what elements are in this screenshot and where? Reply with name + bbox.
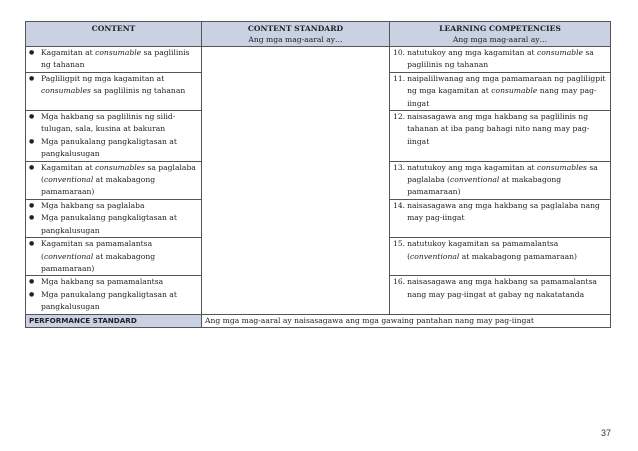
header-content [26, 22, 202, 47]
header-row [26, 22, 611, 47]
content-bullet: ● Mga panukalang pangkaligtasan at pangkalusugan [29, 212, 198, 237]
curriculum-table [25, 21, 611, 328]
competency-cell [390, 238, 611, 276]
competency-text: natutukoy ang mga kagamitan at consumables sa paglalaba (conventional at makabagong pamamaraan) [407, 162, 598, 197]
content-bullet: ● Kagamitan sa pamamalantsa (conventional at makabagong pamamaraan) [29, 238, 198, 275]
competency-number: 11. [393, 73, 406, 83]
header-learning-competencies-sub: Ang mga mag-aaral ay… [452, 35, 548, 44]
competency-number: 12. [393, 112, 406, 122]
competency-cell [390, 199, 611, 237]
content-cell [26, 111, 202, 162]
competency-cell [390, 161, 611, 199]
content-bullet: ● Mga panukalang pangkaligtasan at pangkalusugan [29, 289, 198, 314]
competency-number: 13. [393, 162, 406, 172]
header-learning-competencies [390, 22, 611, 47]
competency-text: natutukoy kagamitan sa pamamalantsa (conventional at makabagong pamamaraan) [407, 239, 577, 261]
competency-text: naipaliliwanag ang mga pamamaraan ng pagliligpit ng mga kagamitan at consumable nang may pag-iingat [407, 73, 606, 108]
performance-standard-row [26, 314, 611, 327]
content-bullet: ● Pagliligpit ng mga kagamitan at consumables sa paglilinis ng tahanan [29, 73, 198, 98]
competency-cell [390, 276, 611, 314]
competency-cell [390, 47, 611, 73]
competency-text: natutukoy ang mga kagamitan at consumable sa paglilinis ng tahanan [407, 48, 594, 70]
competency-text: naisasagawa ang mga hakbang sa paglalaba nang may pag-iingat [407, 200, 600, 223]
competency-text: naisasagawa ang mga hakbang sa paglilinis ng tahanan at iba pang bahagi nito nang may pag-iingat [407, 112, 590, 146]
competency-number: 16. [393, 277, 406, 287]
header-content-title: CONTENT [91, 24, 136, 33]
content-cell [26, 72, 202, 110]
performance-standard-label: PERFORMANCE STANDARD [26, 314, 202, 327]
competency-cell [390, 111, 611, 162]
content-bullet: ● Kagamitan at consumables sa paglalaba (conventional at makabagong pamamaraan) [29, 162, 198, 199]
competency-text: naisasagawa ang mga hakbang sa pamamalantsa nang may pag-iingat at gabay ng nakatatanda [407, 277, 597, 299]
content-cell [26, 47, 202, 73]
competency-cell [390, 72, 611, 110]
competency-number: 15. [393, 239, 406, 249]
header-learning-competencies-title: LEARNING COMPETENCIES [439, 24, 561, 33]
performance-standard-text: Ang mga mag-aaral ay naisasagawa ang mga gawaing pantahan nang may pag-iingat [202, 314, 611, 327]
header-content-standard-title: CONTENT STANDARD [247, 24, 344, 33]
content-cell [26, 161, 202, 199]
content-cell [26, 238, 202, 276]
competency-number: 14. [393, 200, 406, 210]
header-content-standard [202, 22, 390, 47]
content-bullet: ● Mga hakbang sa paglilinis ng silid-tulugan, sala, kusina at bakuran [29, 111, 198, 136]
header-content-standard-sub: Ang mga mag-aaral ay… [248, 35, 343, 44]
content-standard-cell [202, 47, 390, 315]
content-bullet: ● Kagamitan at consumable sa paglilinis ng tahanan [29, 47, 198, 72]
content-bullet: ● Mga panukalang pangkaligtasan at pangkalusugan [29, 136, 198, 161]
content-cell [26, 199, 202, 237]
competency-number: 10. [393, 48, 406, 57]
page-number: 37 [600, 428, 611, 438]
content-bullet: ● Mga hakbang sa paglalaba [29, 200, 198, 212]
content-cell [26, 276, 202, 314]
content-bullet: ● Mga hakbang sa pamamalantsa [29, 276, 198, 288]
table-row [26, 47, 611, 73]
